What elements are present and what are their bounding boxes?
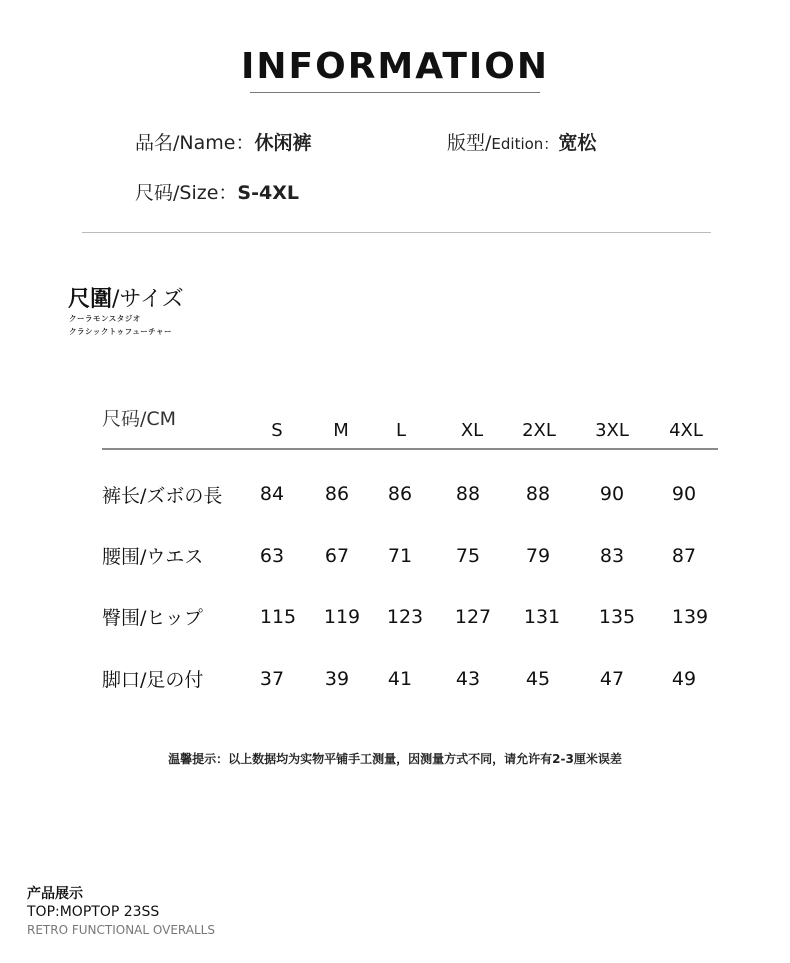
row-label-hip: 臀围/ヒップ [102, 607, 203, 629]
col-header-4xl: 4XL [669, 420, 703, 441]
size-subtitle-line1: クーラモンスタジオ [69, 314, 141, 323]
row-label-waist: 腰围/ウエス [102, 546, 204, 568]
table-cell: 87 [671, 545, 697, 567]
page-title: INFORMATION [240, 46, 549, 87]
footer-collection: TOP:MOPTOP 23SS [27, 904, 160, 920]
size-title-rest: /サイズ [112, 287, 184, 312]
edition-label-cn: 版型/ [447, 132, 492, 154]
size-section-title [68, 282, 184, 313]
table-cell: 45 [525, 668, 551, 690]
measurement-note: 温馨提示：以上数据均为实物平铺手工测量，因测量方式不同，请允许有2-3厘米误差 [168, 752, 622, 766]
row-label-length: 裤长/ズボの長 [102, 485, 223, 507]
table-header-rule [102, 448, 718, 450]
table-cell: 135 [598, 606, 636, 628]
table-unit-label: 尺码/CM [102, 408, 177, 430]
table-cell: 47 [599, 668, 625, 690]
table-cell: 63 [259, 545, 285, 567]
footer-heading: 产品展示 [27, 886, 83, 902]
table-cell: 88 [525, 483, 551, 505]
table-cell: 75 [455, 545, 481, 567]
edition-value: 宽松 [558, 132, 597, 154]
name-label: 品名/Name： [135, 132, 255, 154]
title-underline [250, 92, 540, 93]
size-title-bold: 尺圍 [68, 287, 113, 312]
table-cell: 88 [455, 483, 481, 505]
table-cell: 127 [454, 606, 492, 628]
size-value: S-4XL [237, 182, 299, 204]
table-cell: 139 [671, 606, 709, 628]
col-header-m: M [333, 420, 349, 441]
table-cell: 37 [259, 668, 285, 690]
table-cell: 83 [599, 545, 625, 567]
row-label-leg-opening: 脚口/足の付 [102, 669, 204, 691]
footer-tagline: RETRO FUNCTIONAL OVERALLS [27, 923, 215, 937]
table-cell: 123 [386, 606, 424, 628]
info-name [135, 128, 311, 155]
col-header-xl: XL [460, 420, 484, 441]
info-edition [447, 128, 596, 155]
table-cell: 90 [671, 483, 697, 505]
info-size [135, 178, 299, 205]
table-cell: 131 [523, 606, 561, 628]
table-cell: 41 [387, 668, 413, 690]
col-header-2xl: 2XL [522, 420, 556, 441]
table-cell: 86 [324, 483, 350, 505]
col-header-s: S [271, 420, 283, 441]
table-cell: 86 [387, 483, 413, 505]
col-header-l: L [395, 420, 407, 441]
edition-label-en: Edition： [491, 135, 559, 153]
table-cell: 90 [599, 483, 625, 505]
table-cell: 119 [323, 606, 361, 628]
info-divider [82, 232, 711, 233]
col-header-3xl: 3XL [595, 420, 629, 441]
table-cell: 84 [259, 483, 285, 505]
table-cell: 67 [324, 545, 350, 567]
table-cell: 71 [387, 545, 413, 567]
table-cell: 115 [259, 606, 297, 628]
size-label: 尺码/Size： [135, 182, 238, 204]
table-cell: 43 [455, 668, 481, 690]
table-cell: 39 [324, 668, 350, 690]
table-cell: 49 [671, 668, 697, 690]
table-cell: 79 [525, 545, 551, 567]
size-subtitle-line2: クラシックトゥフューチャー [69, 327, 173, 336]
name-value: 休闲裤 [254, 132, 312, 154]
